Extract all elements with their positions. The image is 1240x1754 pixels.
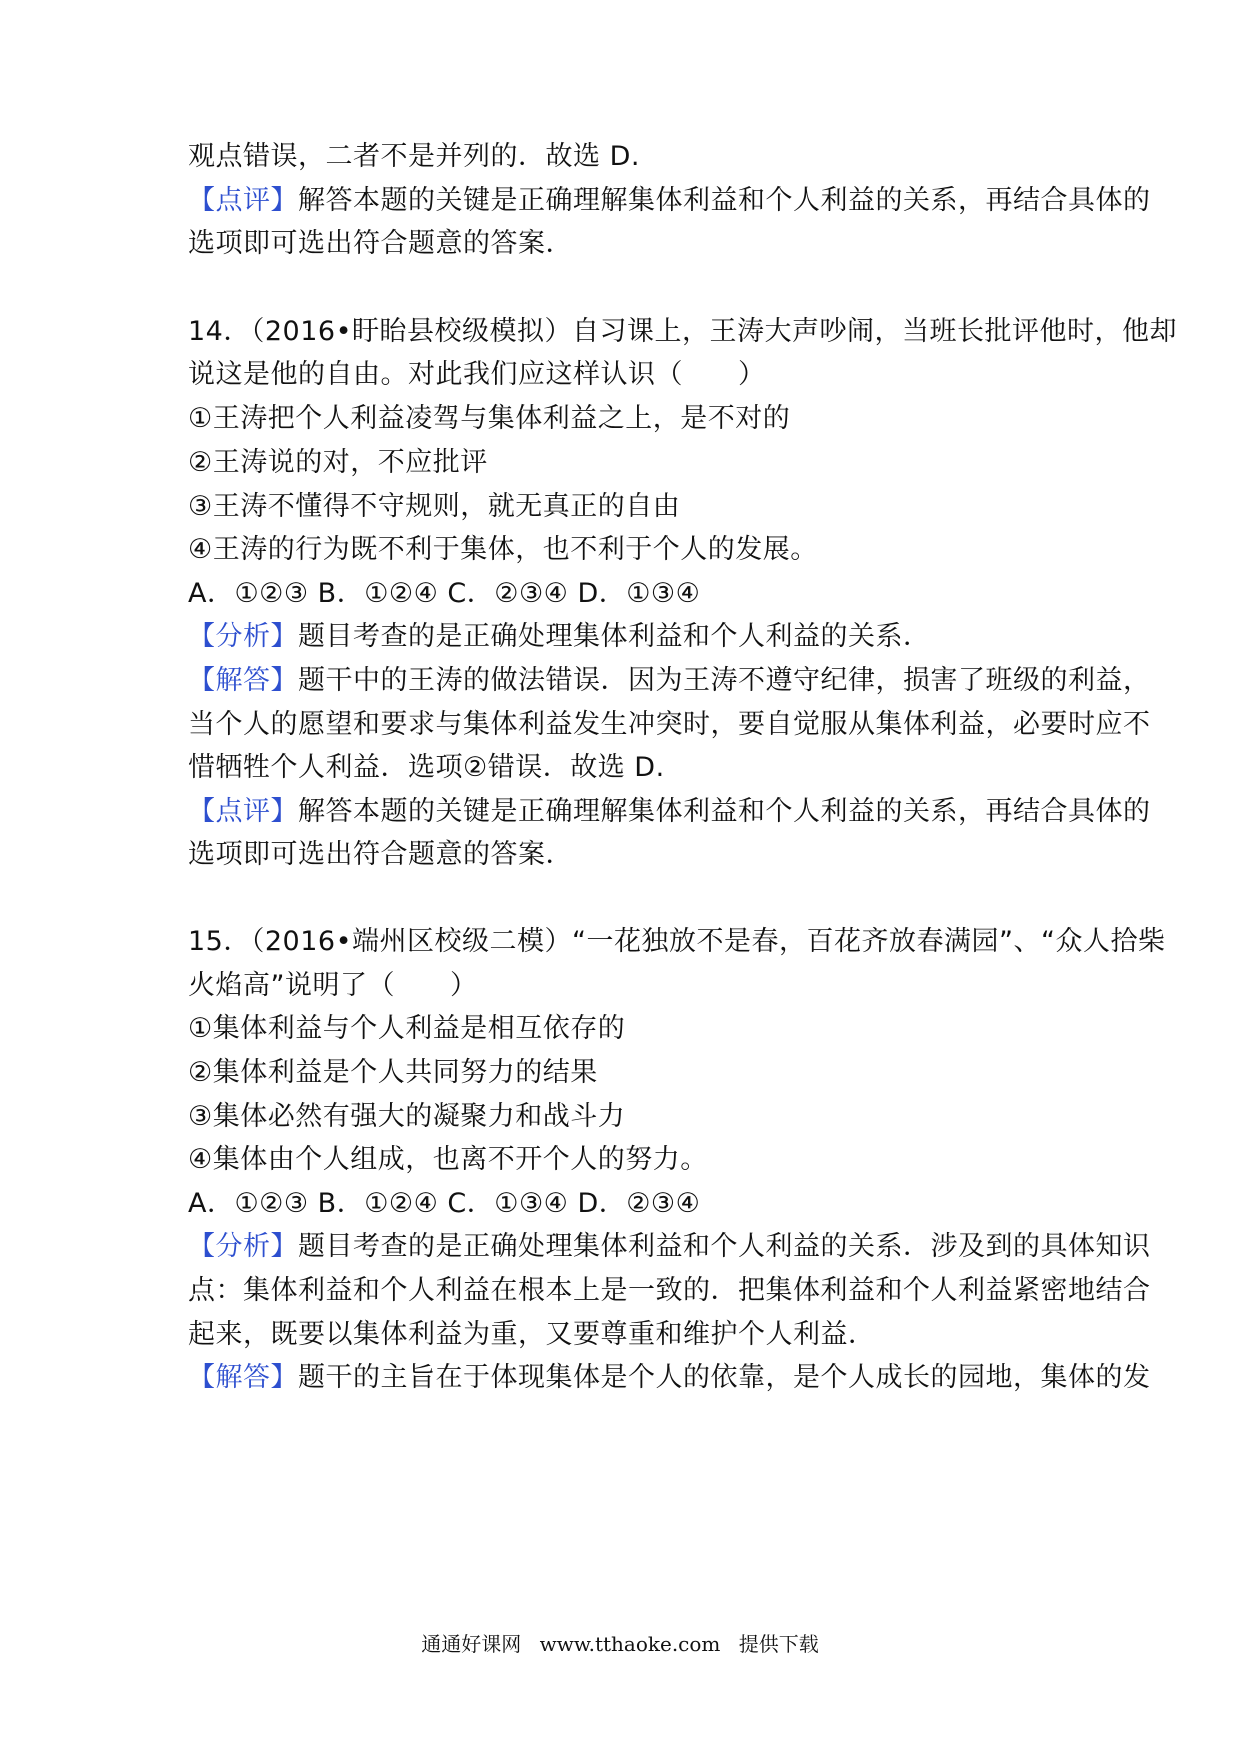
q14-stem-line2: 说这是他的自由。对此我们应这样认识（ ） bbox=[188, 359, 766, 390]
q15-option-1: ①集体利益与个人利益是相互依存的 bbox=[188, 1013, 626, 1044]
prev-answer-line: 观点错误，二者不是并列的．故选 D. bbox=[188, 141, 640, 172]
q14-answer bbox=[188, 661, 1151, 701]
analysis-tag: 【分析】 bbox=[188, 1231, 298, 1262]
analysis-tag: 【分析】 bbox=[188, 621, 298, 652]
q14-option-4: ④王涛的行为既不利于集体，也不利于个人的发展。 bbox=[188, 534, 818, 565]
footer-site-name: 通通好课网 bbox=[421, 1632, 522, 1656]
prev-comment-text: 解答本题的关键是正确理解集体利益和个人利益的关系，再结合具体的 bbox=[298, 185, 1151, 216]
prev-comment-line2: 选项即可选出符合题意的答案． bbox=[188, 228, 573, 259]
answer-tag: 【解答】 bbox=[188, 1362, 298, 1393]
q15-option-4: ④集体由个人组成，也离不开个人的努力。 bbox=[188, 1144, 708, 1175]
q15-answer bbox=[188, 1358, 1151, 1398]
q15-answer-text: 题干的主旨在于体现集体是个人的依靠，是个人成长的园地，集体的发 bbox=[298, 1362, 1151, 1393]
q14-answer-text: 题干中的王涛的做法错误．因为王涛不遵守纪律，损害了班级的利益， bbox=[298, 665, 1151, 696]
q14-analysis-text: 题目考查的是正确处理集体利益和个人利益的关系． bbox=[298, 621, 931, 652]
comment-tag: 【点评】 bbox=[188, 796, 298, 827]
q15-analysis-line3: 起来，既要以集体利益为重，又要尊重和维护个人利益． bbox=[188, 1319, 876, 1350]
q14-stem-line1: 14．（2016•盱眙县校级模拟）自习课上，王涛大声吵闹，当班长批评他时，他却 bbox=[188, 316, 1177, 347]
q14-comment-text: 解答本题的关键是正确理解集体利益和个人利益的关系，再结合具体的 bbox=[298, 796, 1151, 827]
prev-comment bbox=[188, 181, 1151, 221]
page-footer bbox=[0, 1628, 1240, 1657]
comment-tag: 【点评】 bbox=[188, 185, 298, 216]
q14-comment bbox=[188, 792, 1151, 832]
footer-suffix: 提供下载 bbox=[738, 1632, 819, 1656]
q15-stem-line2: 火焰高”说明了（ ） bbox=[188, 970, 478, 1001]
q14-answer-line3: 惜牺牲个人利益．选项②错误．故选 D. bbox=[188, 752, 665, 783]
q15-stem-line1: 15．（2016•端州区校级二模）“一花独放不是春，百花齐放春满园”、“众人拾柴 bbox=[188, 926, 1166, 957]
q14-choices: A．①②③ B．①②④ C．②③④ D．①③④ bbox=[188, 578, 701, 609]
answer-tag: 【解答】 bbox=[188, 665, 298, 696]
q15-analysis-line2: 点：集体利益和个人利益在根本上是一致的．把集体利益和个人利益紧密地结合 bbox=[188, 1275, 1151, 1306]
q14-comment-line2: 选项即可选出符合题意的答案． bbox=[188, 839, 573, 870]
q15-option-3: ③集体必然有强大的凝聚力和战斗力 bbox=[188, 1101, 626, 1132]
q15-analysis bbox=[188, 1227, 1151, 1267]
q15-analysis-text: 题目考查的是正确处理集体利益和个人利益的关系．涉及到的具体知识 bbox=[298, 1231, 1151, 1262]
q14-option-2: ②王涛说的对，不应批评 bbox=[188, 447, 488, 478]
q15-option-2: ②集体利益是个人共同努力的结果 bbox=[188, 1057, 598, 1088]
footer-url[interactable]: www.tthaoke.com bbox=[539, 1632, 721, 1656]
q14-answer-line2: 当个人的愿望和要求与集体利益发生冲突时，要自觉服从集体利益，必要时应不 bbox=[188, 709, 1151, 740]
q14-option-3: ③王涛不懂得不守规则，就无真正的自由 bbox=[188, 491, 681, 522]
q15-choices: A．①②③ B．①②④ C．①③④ D．②③④ bbox=[188, 1188, 701, 1219]
q14-option-1: ①王涛把个人利益凌驾与集体利益之上，是不对的 bbox=[188, 403, 791, 434]
q14-analysis bbox=[188, 617, 1068, 657]
